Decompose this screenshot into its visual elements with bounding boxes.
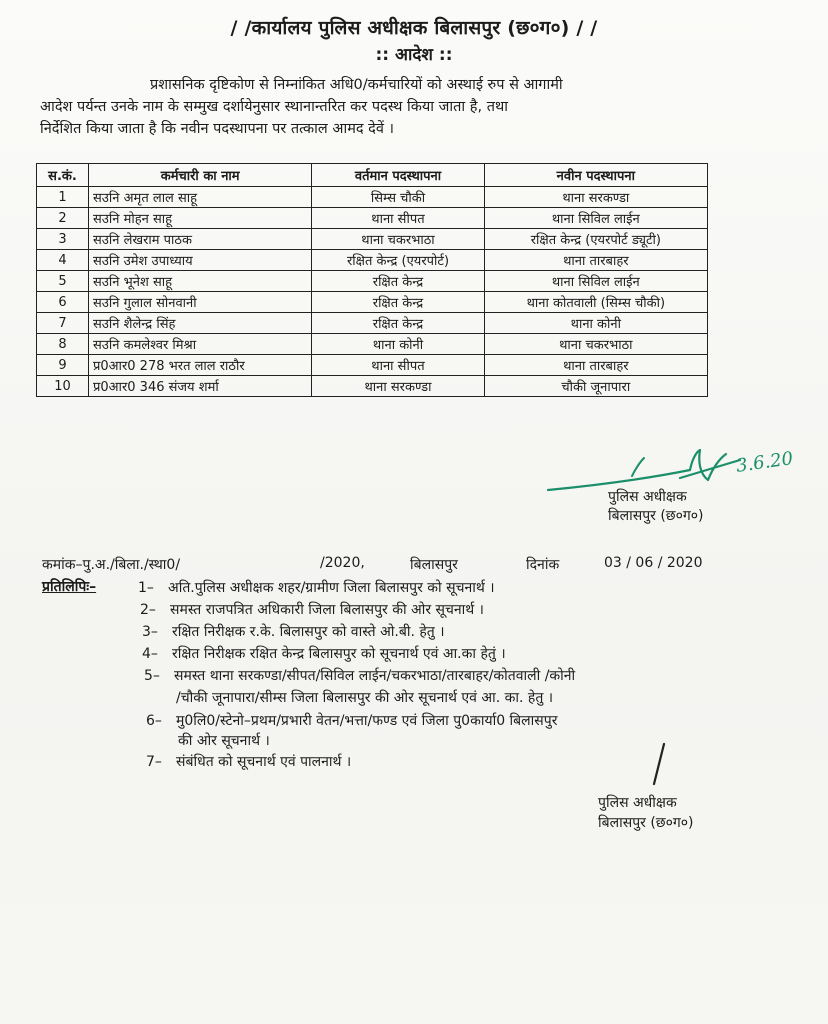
- table-row: [37, 250, 708, 271]
- signatory-place: बिलासपुर (छ०ग०): [598, 815, 694, 831]
- header-new-posting: नवीन पदस्थापना: [484, 164, 707, 187]
- table-row: [37, 271, 708, 292]
- current-posting-cell: थाना चकरभाठा: [312, 229, 484, 250]
- reference-date: 03 / 06 / 2020: [604, 555, 703, 571]
- reference-year: /2020,: [320, 555, 365, 571]
- serial-cell: 4: [37, 250, 89, 271]
- signatory-designation: पुलिस अधीक्षक: [608, 489, 687, 505]
- copy-item-number: 4–: [142, 646, 158, 662]
- order-heading: :: आदेश ::: [375, 45, 453, 65]
- copy-item: [142, 644, 506, 663]
- signature-stroke-graphic: [640, 740, 680, 788]
- name-cell: सउनि उमेश उपाध्याय: [89, 250, 312, 271]
- table-row: [37, 313, 708, 334]
- copy-item-text: रक्षित निरीक्षक रक्षित केन्द्र बिलासपुर को सूचनार्थ एवं आ.का हेतुं ।: [172, 646, 506, 662]
- name-cell: सउनि कमलेश्वर मिश्रा: [89, 334, 312, 355]
- copy-item-text: समस्त थाना सरकण्डा/सीपत/सिविल लाईन/चकरभाठा/तारबाहर/कोतवाली /कोनी: [174, 668, 576, 684]
- transfer-table: [36, 163, 708, 397]
- copy-item-text: समस्त राजपत्रित अधिकारी जिला बिलासपुर की ओर सूचनार्थ ।: [170, 602, 484, 618]
- new-posting-cell: थाना चकरभाठा: [484, 334, 707, 355]
- serial-cell: 3: [37, 229, 89, 250]
- new-posting-cell: थाना सिविल लाईन: [484, 271, 707, 292]
- intro-line-1: प्रशासनिक दृष्टिकोण से निम्नांकित अधि0/कर्मचारियों को अस्थाई रुप से आगामी: [150, 77, 563, 93]
- serial-cell: 2: [37, 208, 89, 229]
- table-header-row: [37, 164, 708, 187]
- copy-item-number: 5–: [144, 668, 160, 684]
- copy-item-continuation: /चौकी जूनापारा/सीम्स जिला बिलासपुर की ओर सूचनार्थ एवं आ. का. हेतु ।: [176, 690, 554, 706]
- serial-cell: 8: [37, 334, 89, 355]
- signature-date: 3.6.20: [734, 448, 795, 477]
- new-posting-cell: थाना कोतवाली (सिम्स चौकी): [484, 292, 707, 313]
- new-posting-cell: थाना सरकण्डा: [484, 187, 707, 208]
- intro-line-3: निर्देशित किया जाता है कि नवीन पदस्थापना पर तत्काल आमद देवें ।: [40, 121, 395, 137]
- reference-number: कमांक–पु.अ./बिला./स्था0/: [42, 557, 181, 573]
- current-posting-cell: थाना कोनी: [312, 334, 484, 355]
- copy-item: [138, 578, 495, 597]
- table-row: [37, 355, 708, 376]
- copy-item-number: 2–: [140, 602, 156, 618]
- copy-item: [146, 752, 351, 771]
- serial-cell: 1: [37, 187, 89, 208]
- copy-item: [142, 622, 445, 641]
- name-cell: सउनि शैलेन्द्र सिंह: [89, 313, 312, 334]
- header-current-posting: वर्तमान पदस्थापना: [312, 164, 484, 187]
- table-row: [37, 376, 708, 397]
- current-posting-cell: सिम्स चौकी: [312, 187, 484, 208]
- copy-item: [140, 600, 484, 619]
- signatory-block-top: [608, 488, 704, 526]
- copy-item-text: अति.पुलिस अधीक्षक शहर/ग्रामीण जिला बिलासपुर को सूचनार्थ ।: [168, 580, 495, 596]
- copy-item-text: संबंधित को सूचनार्थ एवं पालनार्थ ।: [176, 754, 352, 770]
- signatory-block-bottom: [598, 793, 694, 833]
- table-row: [37, 292, 708, 313]
- table-row: [37, 187, 708, 208]
- current-posting-cell: रक्षित केन्द्र: [312, 271, 484, 292]
- signatory-designation: पुलिस अधीक्षक: [598, 795, 677, 811]
- current-posting-cell: थाना सरकण्डा: [312, 376, 484, 397]
- current-posting-cell: रक्षित केन्द्र (एयरपोर्ट): [312, 250, 484, 271]
- intro-line-2: आदेश पर्यन्त उनके नाम के सम्मुख दर्शायेनुसार स्थानान्तरित कर पदस्थ किया जाता है, तथा: [40, 99, 509, 115]
- copies-label: प्रतिलिपिः–: [42, 579, 97, 595]
- current-posting-cell: थाना सीपत: [312, 208, 484, 229]
- office-title: / /कार्यालय पुलिस अधीक्षक बिलासपुर (छ०ग०) / /: [230, 17, 598, 39]
- copy-item-text: मु0लि0/स्टेनो–प्रथम/प्रभारी वेतन/भत्ता/फण्ड एवं जिला पु0कार्या0 बिलासपुर: [176, 713, 558, 729]
- intro-paragraph: [40, 74, 740, 140]
- name-cell: सउनि अमृत लाल साहू: [89, 187, 312, 208]
- signature-stroke: [640, 740, 680, 788]
- reference-city: बिलासपुर: [410, 557, 458, 573]
- signatory-place: बिलासपुर (छ०ग०): [608, 508, 704, 524]
- name-cell: सउनि भूनेश साहू: [89, 271, 312, 292]
- copy-item-number: 3–: [142, 624, 158, 640]
- copy-item: [144, 666, 575, 685]
- new-posting-cell: थाना सिविल लाईन: [484, 208, 707, 229]
- reference-date-label: दिनांक: [526, 557, 560, 573]
- name-cell: प्र0आर0 346 संजय शर्मा: [89, 376, 312, 397]
- name-cell: सउनि गुलाल सोनवानी: [89, 292, 312, 313]
- serial-cell: 10: [37, 376, 89, 397]
- table-row: [37, 334, 708, 355]
- copy-item-text: रक्षित निरीक्षक र.के. बिलासपुर को वास्ते ओ.बी. हेतु ।: [172, 624, 445, 640]
- current-posting-cell: रक्षित केन्द्र: [312, 292, 484, 313]
- header-name: कर्मचारी का नाम: [89, 164, 312, 187]
- serial-cell: 7: [37, 313, 89, 334]
- current-posting-cell: रक्षित केन्द्र: [312, 313, 484, 334]
- name-cell: सउनि लेखराम पाठक: [89, 229, 312, 250]
- new-posting-cell: थाना कोनी: [484, 313, 707, 334]
- copy-item: [146, 711, 557, 730]
- serial-cell: 6: [37, 292, 89, 313]
- new-posting-cell: चौकी जूनापारा: [484, 376, 707, 397]
- copy-item-continuation: की ओर सूचनार्थ ।: [178, 733, 270, 749]
- new-posting-cell: थाना तारबाहर: [484, 355, 707, 376]
- copy-item-number: 7–: [146, 754, 162, 770]
- new-posting-cell: थाना तारबाहर: [484, 250, 707, 271]
- reference-line: [42, 555, 742, 575]
- copy-item-number: 1–: [138, 580, 154, 596]
- new-posting-cell: रक्षित केन्द्र (एयरपोर्ट ड्यूटी): [484, 229, 707, 250]
- name-cell: प्र0आर0 278 भरत लाल राठौर: [89, 355, 312, 376]
- name-cell: सउनि मोहन साहू: [89, 208, 312, 229]
- serial-cell: 5: [37, 271, 89, 292]
- serial-cell: 9: [37, 355, 89, 376]
- current-posting-cell: थाना सीपत: [312, 355, 484, 376]
- table-row: [37, 229, 708, 250]
- table-row: [37, 208, 708, 229]
- header-serial: स.कं.: [37, 164, 89, 187]
- copy-item-number: 6–: [146, 713, 162, 729]
